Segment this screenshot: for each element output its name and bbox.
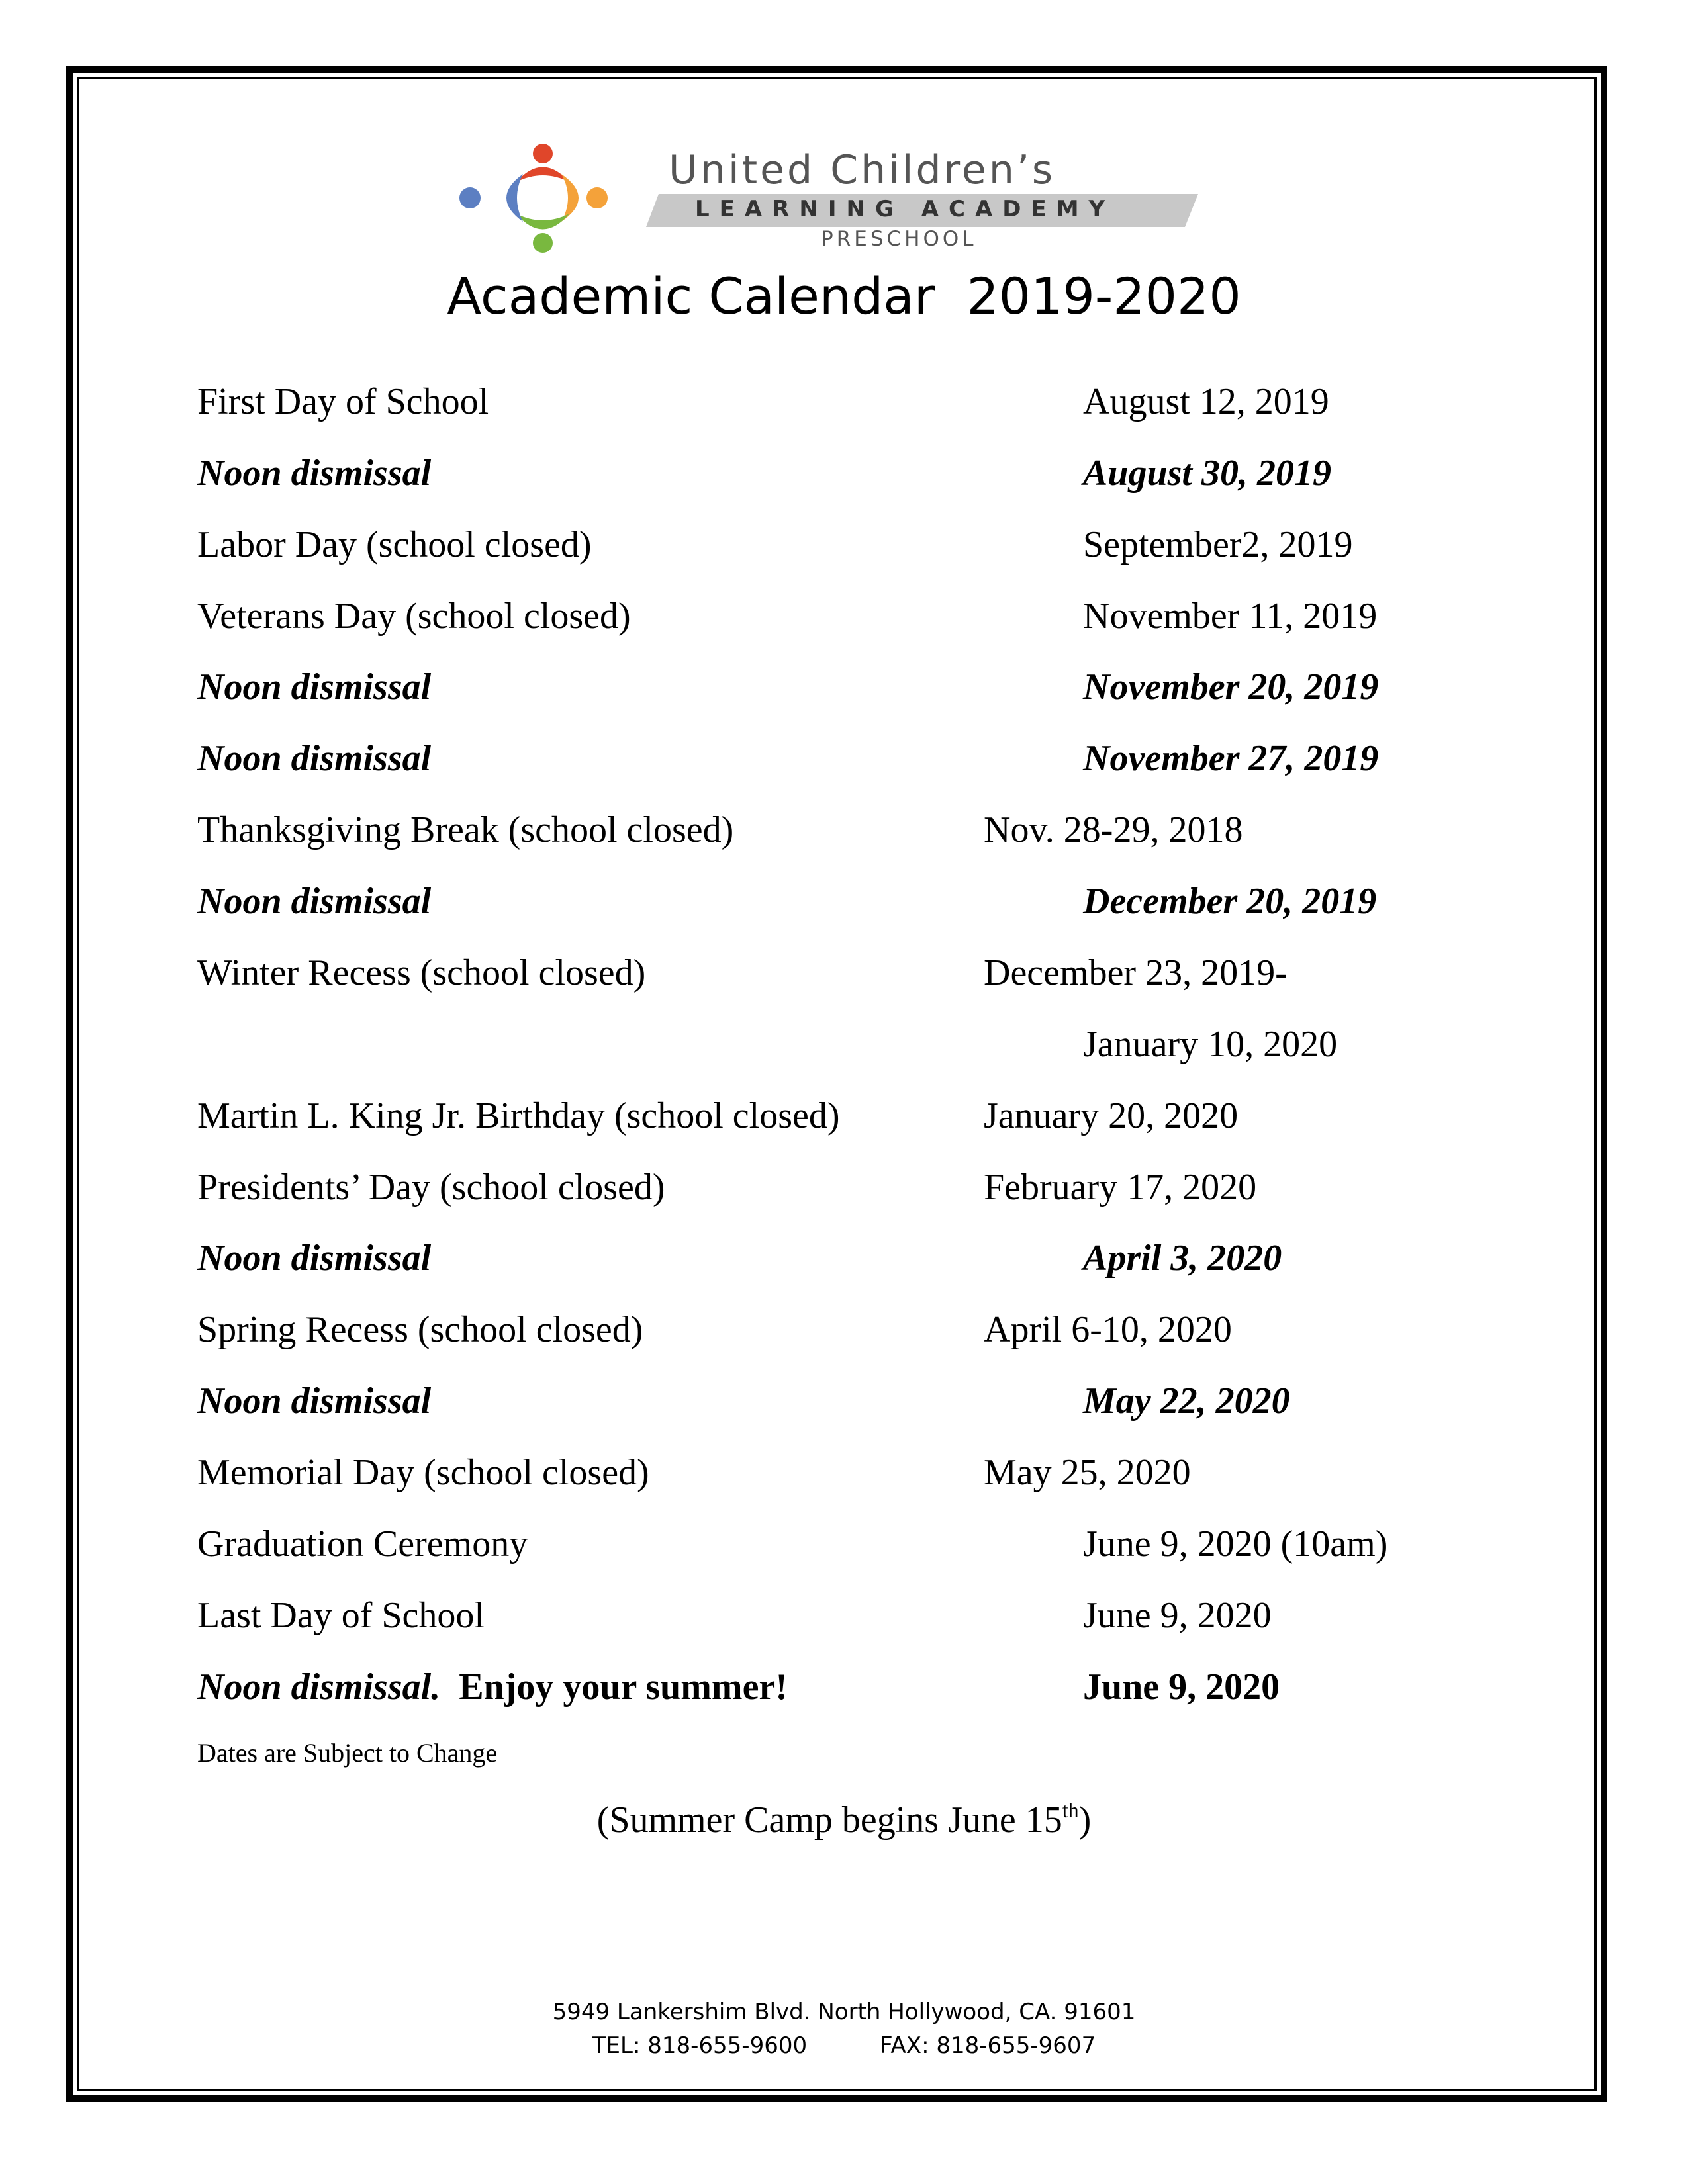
footer-tel: TEL: 818-655-9600 <box>592 2032 808 2059</box>
event-name: Veterans Day (school closed) <box>197 596 631 637</box>
calendar-row <box>0 1523 1688 1576</box>
calendar-row <box>0 1237 1688 1290</box>
page-border-inner <box>77 77 1597 2091</box>
event-date: September2, 2019 <box>1083 524 1353 565</box>
event-date: June 9, 2020 <box>1083 1595 1272 1636</box>
event-name: Presidents’ Day (school closed) <box>197 1167 665 1208</box>
event-name: Noon dismissal <box>197 666 432 707</box>
event-name: Noon dismissal <box>197 453 432 494</box>
event-date: February 17, 2020 <box>984 1167 1257 1208</box>
calendar-row <box>0 595 1688 648</box>
camp-text: (Summer Camp begins June 15 <box>596 1799 1062 1841</box>
event-date: May 22, 2020 <box>1083 1381 1290 1422</box>
event-date: Nov. 28-29, 2018 <box>984 809 1243 850</box>
event-name: Spring Recess (school closed) <box>197 1309 643 1350</box>
calendar-row <box>0 1095 1688 1148</box>
camp-close: ) <box>1078 1799 1092 1841</box>
logo-school-name: United Children’s <box>669 147 1056 193</box>
calendar-row <box>0 1166 1688 1219</box>
calendar-row <box>0 952 1688 1005</box>
event-date: November 27, 2019 <box>1083 738 1379 779</box>
calendar-row <box>0 1380 1688 1433</box>
event-name: Martin L. King Jr. Birthday (school closed) <box>197 1095 840 1136</box>
calendar-row <box>0 880 1688 933</box>
footer-contact <box>0 2032 1688 2059</box>
event-date: January 10, 2020 <box>1083 1024 1338 1065</box>
calendar-row <box>0 1308 1688 1361</box>
event-date-final: June 9, 2020 <box>1083 1666 1280 1707</box>
calendar-row <box>0 1023 1688 1076</box>
event-date: November 11, 2019 <box>1083 596 1378 637</box>
event-name: Noon dismissal <box>197 1238 432 1279</box>
summer-camp-note <box>0 1799 1688 1841</box>
event-date: December 20, 2019 <box>1083 881 1377 922</box>
camp-ordinal: th <box>1062 1798 1079 1822</box>
event-date: August 12, 2019 <box>1083 381 1329 422</box>
calendar-row <box>0 523 1688 576</box>
calendar-row <box>0 1594 1688 1647</box>
event-date: May 25, 2020 <box>984 1452 1191 1493</box>
calendar-row-final <box>0 1666 1688 1719</box>
event-date: June 9, 2020 (10am) <box>1083 1524 1388 1565</box>
event-final-italic: Noon dismissal. <box>197 1666 441 1707</box>
calendar-row <box>0 666 1688 719</box>
event-date: April 3, 2020 <box>1083 1238 1282 1279</box>
event-name: Memorial Day (school closed) <box>197 1452 649 1493</box>
calendar-row <box>0 737 1688 790</box>
event-name: Thanksgiving Break (school closed) <box>197 809 734 850</box>
event-name: Noon dismissal <box>197 1381 432 1422</box>
footer-address: 5949 Lankershim Blvd. North Hollywood, CA. 91601 <box>552 1999 1136 2025</box>
event-name: Graduation Ceremony <box>197 1524 528 1565</box>
event-name-final <box>197 1666 788 1708</box>
event-date: January 20, 2020 <box>984 1095 1239 1136</box>
event-name: Last Day of School <box>197 1595 485 1636</box>
event-name: Winter Recess (school closed) <box>197 952 646 993</box>
calendar-row <box>0 381 1688 433</box>
event-name: Noon dismissal <box>197 738 432 779</box>
calendar-row <box>0 452 1688 505</box>
event-name: Noon dismissal <box>197 881 432 922</box>
calendar-row <box>0 809 1688 862</box>
disclaimer-note: Dates are Subject to Change <box>197 1738 498 1768</box>
calendar-row <box>0 1451 1688 1504</box>
event-name: Labor Day (school closed) <box>197 524 592 565</box>
event-date: November 20, 2019 <box>1083 666 1379 707</box>
footer-fax: FAX: 818-655-9607 <box>880 2032 1096 2059</box>
event-date: December 23, 2019- <box>984 952 1288 993</box>
event-date: April 6-10, 2020 <box>984 1309 1232 1350</box>
page-title: Academic Calendar 2019-2020 <box>447 267 1241 326</box>
event-name: First Day of School <box>197 381 489 422</box>
event-final-bold: Enjoy your summer! <box>459 1666 788 1707</box>
logo-subtitle: PRESCHOOL <box>821 227 977 251</box>
event-date: August 30, 2019 <box>1083 453 1331 494</box>
logo-tagline: LEARNING ACADEMY <box>695 196 1115 222</box>
